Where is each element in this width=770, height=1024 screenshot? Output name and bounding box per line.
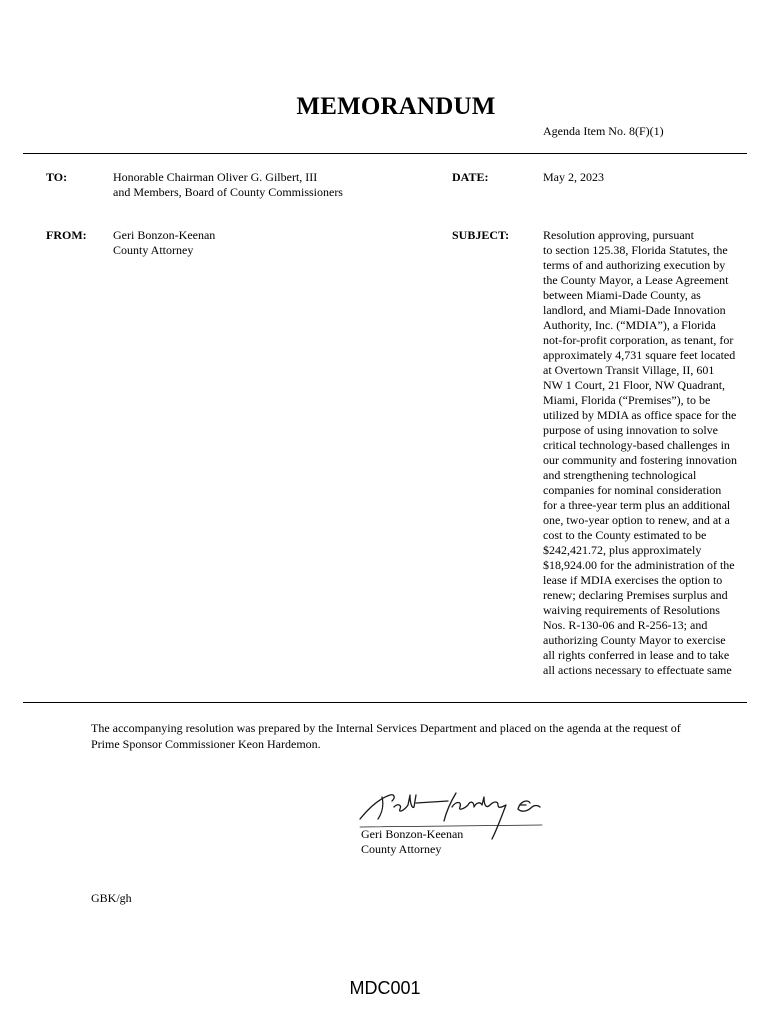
subject-line: all rights conferred in lease and to take (543, 648, 730, 662)
subject-line: $18,924.00 for the administration of the (543, 558, 735, 572)
to-recipient (113, 170, 343, 200)
from-sender (113, 228, 215, 258)
subject-text (543, 228, 753, 678)
from-label: FROM: (46, 228, 87, 242)
signer-title: County Attorney (361, 842, 442, 856)
subject-line: all actions necessary to effectuate same (543, 663, 732, 677)
subject-line: purpose of using innovation to solve (543, 423, 718, 437)
agenda-item-number: Agenda Item No. 8(F)(1) (543, 124, 664, 138)
subject-line: one, two-year option to renew, and at a (543, 513, 730, 527)
subject-line: critical technology-based challenges in (543, 438, 730, 452)
date-label: DATE: (452, 170, 489, 184)
subject-label: SUBJECT: (452, 228, 510, 242)
subject-line: lease if MDIA exercises the option to (543, 573, 723, 587)
subject-line: utilized by MDIA as office space for the (543, 408, 737, 422)
subject-line: not-for-profit corporation, as tenant, for (543, 333, 734, 347)
subject-line: the County Mayor, a Lease Agreement (543, 273, 729, 287)
signature-block (361, 827, 463, 857)
top-divider (23, 153, 747, 154)
to-line: and Members, Board of County Commissioners (113, 185, 343, 199)
from-line: County Attorney (113, 243, 194, 257)
subject-line: and strengthening technological (543, 468, 697, 482)
body-paragraph: The accompanying resolution was prepared by the Internal Services Department and placed on the agenda at the request of Prime Sponsor Commissioner Keon Hardemon. (91, 721, 681, 751)
subject-line: renew; declaring Premises surplus and (543, 588, 728, 602)
subject-line: at Overtown Transit Village, II, 601 (543, 363, 715, 377)
subject-line: companies for nominal consideration (543, 483, 722, 497)
subject-line: $242,421.72, plus approximately (543, 543, 702, 557)
subject-line: for a three-year term plus an additional (543, 498, 731, 512)
signer-name: Geri Bonzon-Keenan (361, 827, 464, 841)
bottom-divider (23, 702, 747, 703)
document-code: MDC001 (349, 978, 421, 998)
subject-line: Resolution approving, pursuant (543, 228, 694, 242)
subject-line: between Miami-Dade County, as (543, 288, 701, 302)
subject-line: terms of and authorizing execution by (543, 258, 726, 272)
subject-line: approximately 4,731 square feet located (543, 348, 736, 362)
subject-line: our community and fostering innovation (543, 453, 737, 467)
subject-line: Nos. R-130-06 and R-256-13; and (543, 618, 708, 632)
to-line: Honorable Chairman Oliver G. Gilbert, III (113, 170, 318, 184)
reference-initials: GBK/gh (91, 891, 132, 905)
subject-line: Miami, Florida (“Premises”), to be (543, 393, 711, 407)
subject-line: NW 1 Court, 21 Floor, NW Quadrant, (543, 378, 726, 392)
subject-line: authorizing County Mayor to exercise (543, 633, 726, 647)
memo-title: MEMORANDUM (296, 93, 496, 120)
to-label: TO: (46, 170, 68, 184)
subject-line: to section 125.38, Florida Statutes, the (543, 243, 728, 257)
subject-line: Authority, Inc. (“MDIA”), a Florida (543, 318, 716, 332)
from-line: Geri Bonzon-Keenan (113, 228, 216, 242)
subject-line: waiving requirements of Resolutions (543, 603, 720, 617)
subject-line: cost to the County estimated to be (543, 528, 707, 542)
subject-line: landlord, and Miami-Dade Innovation (543, 303, 726, 317)
date-value: May 2, 2023 (543, 170, 604, 184)
